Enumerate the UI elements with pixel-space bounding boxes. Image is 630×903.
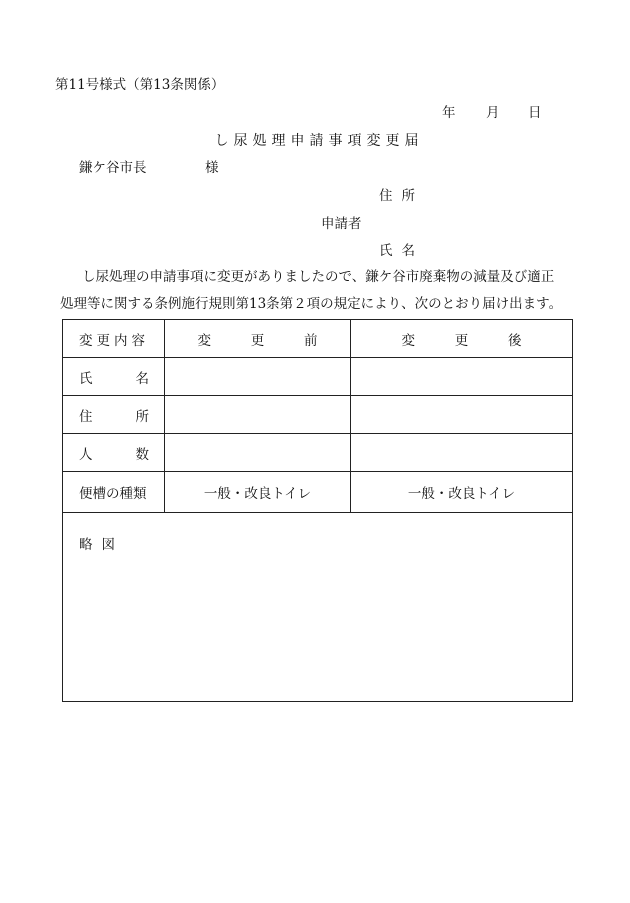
people-before-cell[interactable]	[165, 434, 351, 471]
name-before-cell[interactable]	[165, 358, 351, 395]
row-label-address	[63, 396, 165, 433]
people-after-cell[interactable]	[351, 434, 572, 471]
header-before-char: 更	[250, 332, 265, 349]
body-text-line-2: 処理等に関する条例施行規則第13条第２項の規定により、次のとおり届け出ます。	[60, 296, 563, 312]
address-after-cell[interactable]	[351, 396, 572, 433]
label-text: 便槽の種類	[79, 486, 147, 502]
label-char: 所	[135, 408, 149, 425]
date-month-label: 月	[486, 105, 500, 121]
change-table	[62, 319, 573, 702]
toilet-type-after-text: 一般・改良トイレ	[407, 486, 516, 502]
table-row-name	[63, 358, 572, 396]
header-before-char: 変	[197, 332, 211, 349]
applicant-name-label: 氏名	[379, 243, 424, 259]
toilet-type-after-cell[interactable]	[351, 472, 572, 512]
header-after-char: 更	[454, 332, 469, 349]
form-number-label: 第11号様式（第13条関係）	[55, 77, 225, 93]
header-before	[165, 320, 351, 357]
applicant-label: 申請者	[321, 216, 362, 232]
header-after-char: 変	[401, 332, 415, 349]
addressee: 鎌ケ谷市長	[79, 160, 147, 176]
form-title: し尿処理申請事項変更届	[214, 133, 424, 149]
table-header-row	[63, 320, 572, 358]
name-after-cell[interactable]	[351, 358, 572, 395]
sketch-label: 略図	[79, 537, 124, 553]
toilet-type-before-cell[interactable]	[165, 472, 351, 512]
honorific: 様	[205, 160, 219, 176]
address-before-cell[interactable]	[165, 396, 351, 433]
header-before-char: 前	[304, 332, 318, 349]
applicant-address-label: 住所	[379, 188, 424, 204]
label-char: 氏	[79, 370, 93, 387]
table-row-toilet-type	[63, 472, 572, 513]
table-row-people	[63, 434, 572, 472]
label-char: 住	[79, 408, 93, 425]
label-char: 人	[79, 446, 93, 463]
label-char: 数	[135, 446, 149, 463]
header-after	[351, 320, 572, 357]
date-day-label: 日	[528, 105, 542, 121]
row-label-toilet-type	[63, 472, 165, 512]
toilet-type-before-text: 一般・改良トイレ	[203, 486, 312, 502]
table-row-address	[63, 396, 572, 434]
date-year-label: 年	[442, 105, 456, 121]
row-label-people	[63, 434, 165, 471]
header-after-char: 後	[508, 332, 522, 349]
header-change-item-text: 変更内容	[79, 332, 149, 349]
body-text-line-1: し尿処理の申請事項に変更がありましたので、鎌ケ谷市廃棄物の減量及び適正	[82, 269, 555, 285]
row-label-name	[63, 358, 165, 395]
label-char: 名	[135, 370, 149, 387]
header-change-item	[63, 320, 165, 357]
